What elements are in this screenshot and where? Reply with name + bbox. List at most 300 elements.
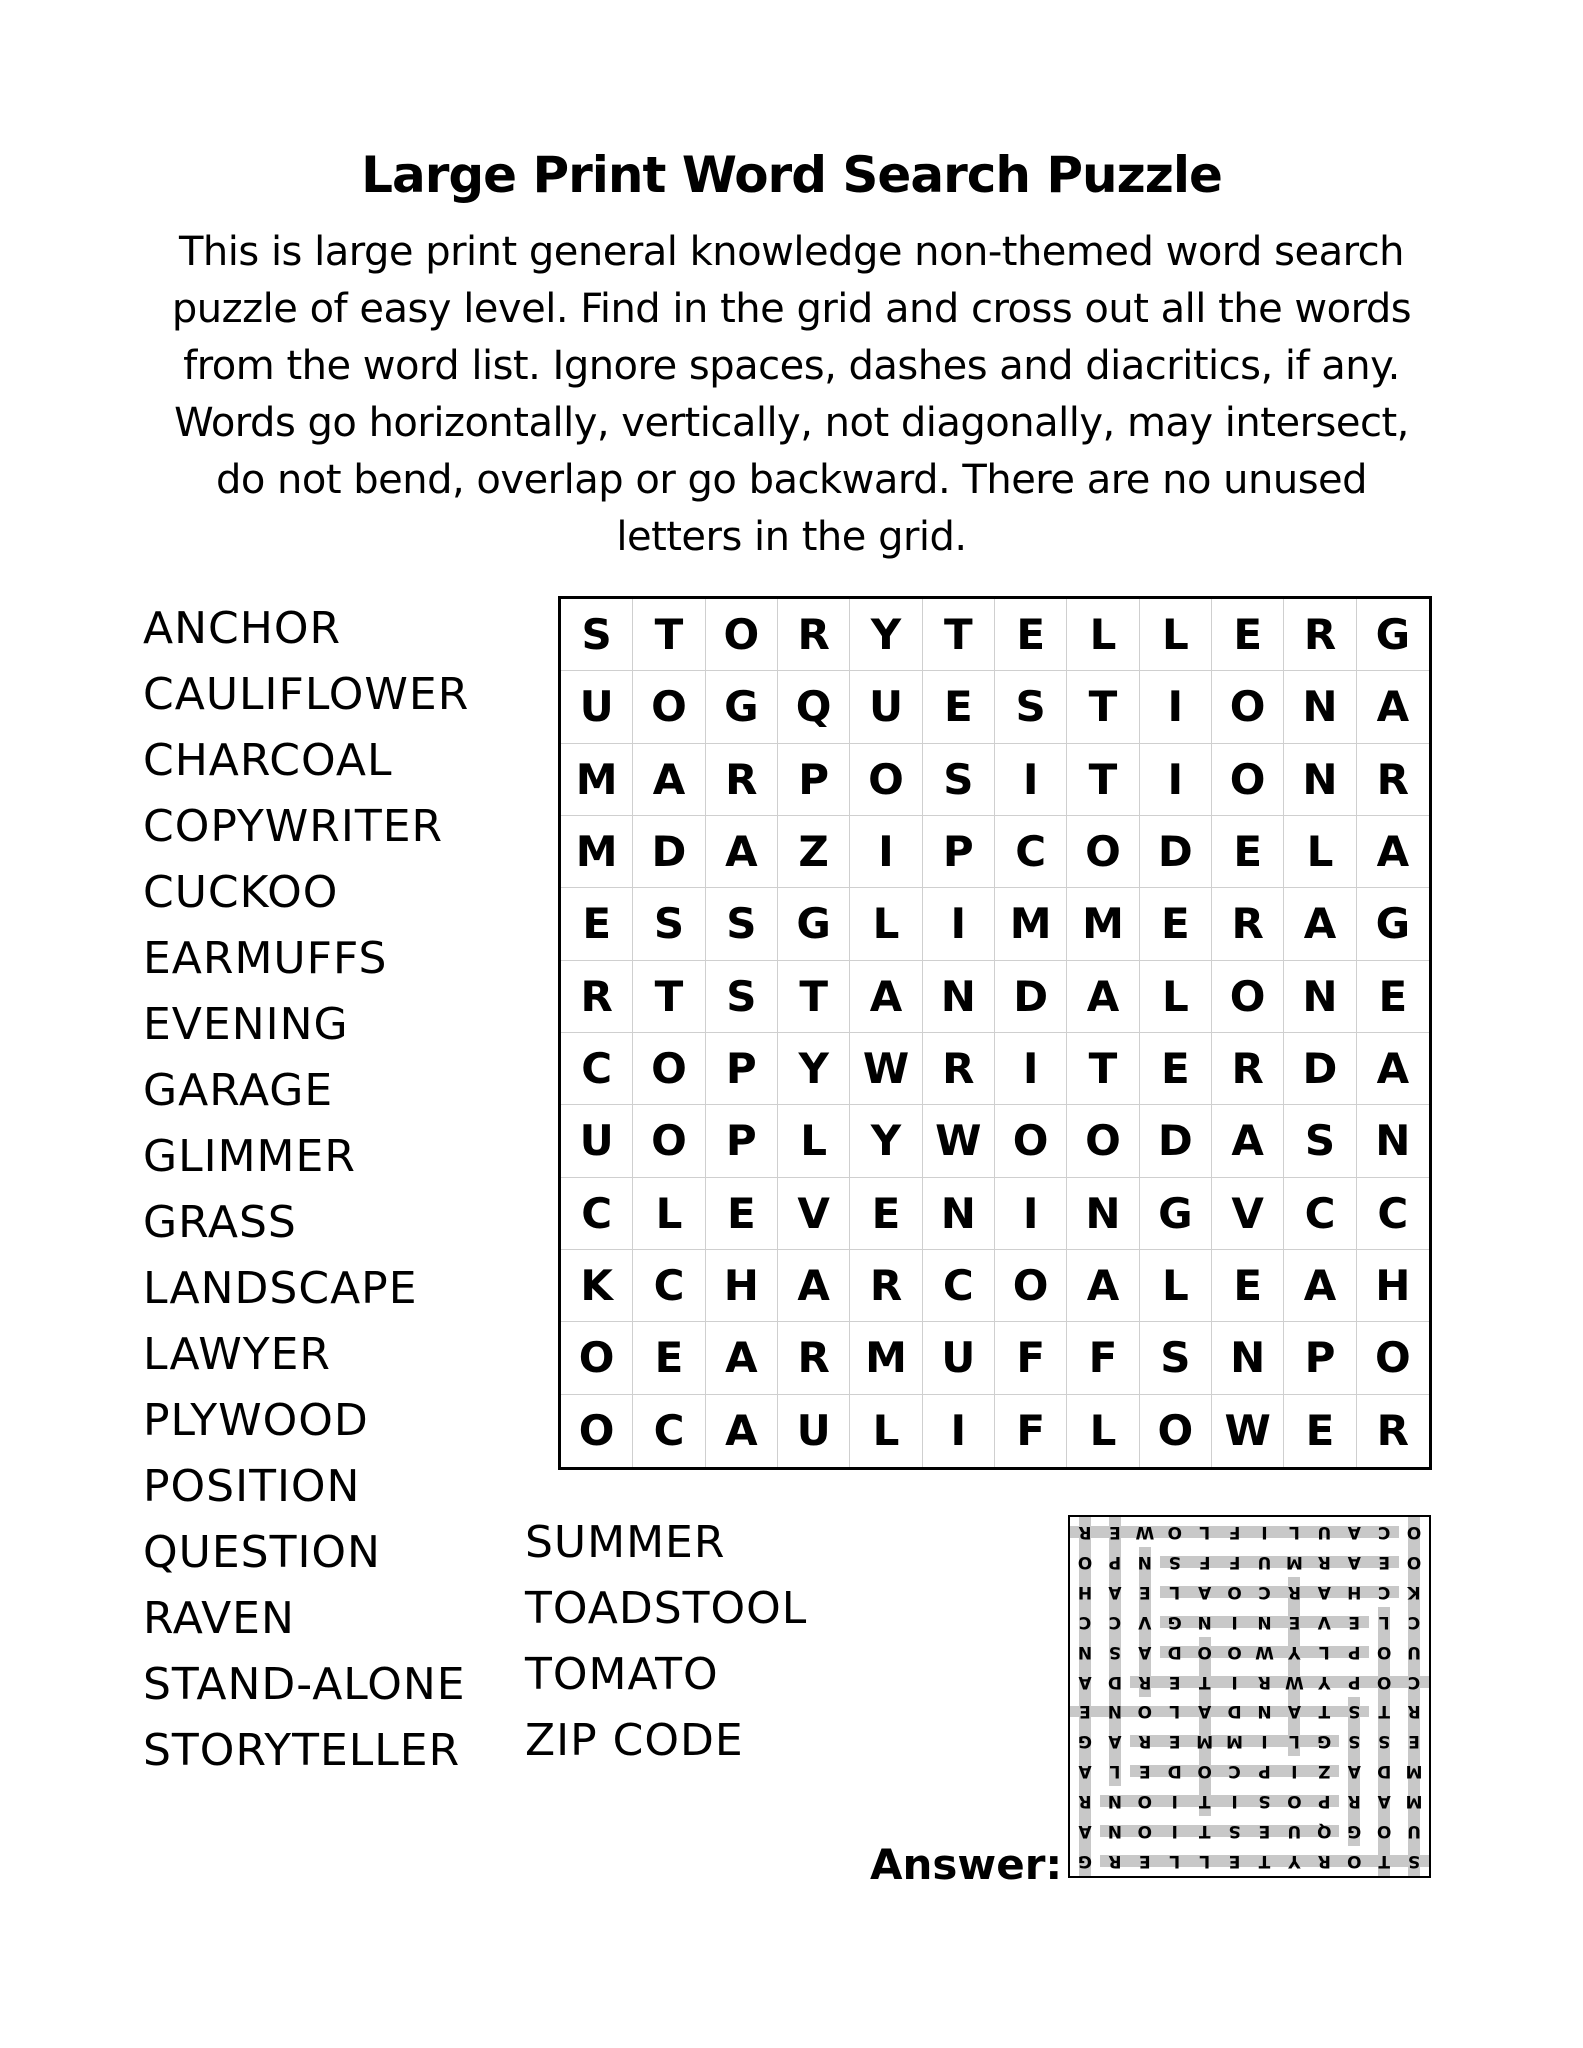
- grid-cell: L: [1284, 816, 1356, 888]
- answer-letter: E: [1139, 1761, 1151, 1782]
- answer-cell: [1309, 1637, 1339, 1667]
- answer-letter: S: [1348, 1731, 1361, 1752]
- answer-letter: O: [1167, 1521, 1182, 1542]
- answer-letter: G: [1317, 1731, 1332, 1752]
- answer-letter: D: [1167, 1641, 1182, 1662]
- grid-cell: O: [706, 599, 778, 671]
- answer-letter: I: [1231, 1671, 1238, 1692]
- grid-cell: A: [706, 816, 778, 888]
- answer-letter: L: [1169, 1851, 1181, 1872]
- answer-cell: [1070, 1726, 1100, 1756]
- grid-cell: I: [923, 1395, 995, 1467]
- answer-cell: [1279, 1547, 1309, 1577]
- grid-cell: W: [1212, 1395, 1284, 1467]
- grid-cell: E: [1357, 961, 1429, 1033]
- answer-cell: [1369, 1786, 1399, 1816]
- answer-letter: E: [1139, 1581, 1151, 1602]
- answer-cell: [1369, 1846, 1399, 1876]
- answer-cell: [1100, 1697, 1130, 1727]
- word-list-item: RAVEN: [143, 1593, 295, 1644]
- answer-letter: N: [1107, 1821, 1122, 1842]
- grid-cell: I: [1140, 744, 1212, 816]
- grid-cell: M: [561, 816, 633, 888]
- answer-letter: E: [1258, 1821, 1271, 1842]
- grid-cell: U: [561, 1105, 633, 1177]
- answer-cell: [1190, 1697, 1220, 1727]
- answer-key: [1068, 1515, 1431, 1878]
- grid-cell: A: [850, 961, 922, 1033]
- answer-letter: R: [1257, 1671, 1272, 1692]
- answer-cell: [1100, 1786, 1130, 1816]
- answer-letter: P: [1347, 1641, 1361, 1662]
- answer-letter: L: [1318, 1641, 1330, 1662]
- answer-letter: S: [1228, 1821, 1241, 1842]
- answer-letter: C: [1377, 1521, 1391, 1542]
- answer-cell: [1250, 1816, 1280, 1846]
- grid-cell: A: [1067, 1250, 1139, 1322]
- answer-cell: [1279, 1607, 1309, 1637]
- answer-letter: L: [1109, 1761, 1121, 1782]
- answer-letter: W: [1255, 1641, 1274, 1662]
- word-list-item: LANDSCAPE: [143, 1263, 418, 1314]
- word-list-item: PLYWOOD: [143, 1395, 369, 1446]
- grid-cell: T: [1067, 671, 1139, 743]
- answer-letter: W: [1285, 1671, 1304, 1692]
- answer-letter: R: [1407, 1701, 1421, 1722]
- answer-cell: [1279, 1697, 1309, 1727]
- answer-cell: [1130, 1547, 1160, 1577]
- grid-cell: I: [995, 1033, 1067, 1105]
- answer-cell: [1250, 1697, 1280, 1727]
- answer-cell: [1250, 1517, 1280, 1547]
- grid-cell: R: [1376, 1406, 1409, 1456]
- grid-cell: R: [1212, 888, 1284, 960]
- grid-cell: E: [1212, 1250, 1284, 1322]
- answer-cell: [1399, 1756, 1429, 1786]
- answer-letter: E: [1079, 1701, 1091, 1722]
- grid-cell: R: [778, 599, 850, 671]
- answer-cell: [1399, 1547, 1429, 1577]
- word-list-item: LAWYER: [143, 1329, 331, 1380]
- answer-cell: [1339, 1607, 1369, 1637]
- answer-letter: N: [1107, 1791, 1122, 1812]
- answer-letter: C: [1407, 1671, 1421, 1692]
- grid-cell: R: [706, 744, 778, 816]
- grid-cell: Y: [850, 1105, 922, 1177]
- answer-letter: A: [1108, 1731, 1122, 1752]
- answer-letter: O: [1376, 1671, 1392, 1692]
- grid-cell: E: [633, 1322, 705, 1394]
- answer-letter: S: [1378, 1731, 1391, 1752]
- answer-cell: [1100, 1577, 1130, 1607]
- grid-cell: A: [633, 744, 705, 816]
- grid-cell: I: [995, 744, 1067, 816]
- answer-cell: [1190, 1517, 1220, 1547]
- answer-cell: [1160, 1637, 1190, 1667]
- grid-cell: P: [706, 1105, 778, 1177]
- word-list-item: TOMATO: [525, 1649, 719, 1700]
- answer-cell: [1369, 1577, 1399, 1607]
- grid-cell: C: [1284, 1178, 1356, 1250]
- answer-letter: Z: [1318, 1761, 1331, 1782]
- answer-cell: [1279, 1667, 1309, 1697]
- answer-cell: [1190, 1637, 1220, 1667]
- answer-cell: [1250, 1786, 1280, 1816]
- answer-cell: [1220, 1816, 1250, 1846]
- word-list-column-2: [525, 1510, 807, 1774]
- answer-cell: [1309, 1846, 1339, 1876]
- answer-cell: [1339, 1697, 1369, 1727]
- answer-cell: [1250, 1667, 1280, 1697]
- grid-cell: E: [561, 888, 633, 960]
- answer-letter: O: [1227, 1641, 1242, 1662]
- answer-letter: S: [1168, 1551, 1181, 1572]
- answer-cell: [1309, 1607, 1339, 1637]
- grid-cell: W: [850, 1033, 922, 1105]
- answer-cell: [1309, 1517, 1339, 1547]
- instruction-line: puzzle of easy level. Find in the grid and cross out all the words: [171, 286, 1412, 332]
- grid-cell: I: [923, 888, 995, 960]
- word-list-column-1: [143, 596, 469, 1784]
- grid-cell: H: [706, 1250, 778, 1322]
- grid-cell: R: [561, 961, 633, 1033]
- answer-cell: [1250, 1637, 1280, 1667]
- answer-cell: [1130, 1607, 1160, 1637]
- answer-letter: E: [1168, 1671, 1181, 1692]
- word-list-item: COPYWRITER: [143, 801, 444, 852]
- grid-cell: T: [1067, 1033, 1139, 1105]
- grid-cell: A: [1212, 1105, 1284, 1177]
- answer-letter: A: [1078, 1761, 1092, 1782]
- answer-cell: [1100, 1667, 1130, 1697]
- answer-cell: [1130, 1667, 1160, 1697]
- grid-cell: D: [1140, 1105, 1212, 1177]
- answer-cell: [1130, 1577, 1160, 1607]
- answer-cell: [1190, 1577, 1220, 1607]
- answer-letter: F: [1198, 1551, 1211, 1572]
- grid-cell: G: [706, 671, 778, 743]
- answer-cell: [1160, 1667, 1190, 1697]
- grid-cell: O: [1357, 1322, 1429, 1394]
- grid-cell: U: [923, 1322, 995, 1394]
- grid-cell: R: [778, 1322, 850, 1394]
- answer-cell: [1339, 1816, 1369, 1846]
- answer-letter: N: [1107, 1701, 1122, 1722]
- answer-letter: A: [1078, 1671, 1092, 1692]
- answer-letter: O: [1137, 1701, 1153, 1722]
- grid-cell: E: [850, 1178, 922, 1250]
- answer-letter: P: [1258, 1761, 1271, 1782]
- answer-cell: [1220, 1607, 1250, 1637]
- grid-cell: G: [778, 888, 850, 960]
- answer-letter: R: [1347, 1791, 1361, 1812]
- grid-cell: O: [1212, 671, 1284, 743]
- answer-letter: D: [1227, 1701, 1242, 1722]
- answer-letter: E: [1109, 1521, 1121, 1542]
- grid-cell: R: [850, 1250, 922, 1322]
- answer-cell: [1399, 1637, 1429, 1667]
- answer-letter: O: [1137, 1821, 1153, 1842]
- answer-letter: L: [1199, 1521, 1211, 1542]
- grid-cell: R: [1284, 599, 1356, 671]
- answer-letter: S: [1348, 1701, 1361, 1722]
- answer-cell: [1279, 1517, 1309, 1547]
- answer-letter: F: [1228, 1551, 1241, 1572]
- word-list-item: POSITION: [143, 1461, 361, 1512]
- grid-cell: L: [1067, 1395, 1139, 1467]
- grid-cell: S: [923, 744, 995, 816]
- answer-cell: [1369, 1607, 1399, 1637]
- answer-cell: [1070, 1667, 1100, 1697]
- answer-letter: M: [1405, 1791, 1423, 1812]
- answer-cell: [1279, 1756, 1309, 1786]
- grid-cell: N: [923, 961, 995, 1033]
- answer-letter: G: [1167, 1611, 1182, 1632]
- grid-cell: O: [561, 1322, 633, 1394]
- answer-letter: O: [1406, 1551, 1422, 1572]
- grid-cell: M: [1067, 888, 1139, 960]
- answer-letter: T: [1318, 1701, 1331, 1722]
- grid-cell: L: [1140, 1250, 1212, 1322]
- answer-cell: [1130, 1786, 1160, 1816]
- answer-letter: L: [1378, 1611, 1390, 1632]
- answer-letter: R: [1287, 1581, 1301, 1602]
- answer-letter: K: [1407, 1581, 1421, 1602]
- grid-cell: G: [1357, 599, 1429, 671]
- answer-letter: D: [1377, 1761, 1392, 1782]
- grid-cell: G: [1357, 888, 1429, 960]
- answer-cell: [1100, 1846, 1130, 1876]
- answer-cell: [1369, 1816, 1399, 1846]
- answer-cell: [1399, 1726, 1429, 1756]
- grid-cell: T: [1067, 744, 1139, 816]
- answer-letter: A: [1347, 1551, 1361, 1572]
- answer-cell: [1399, 1607, 1429, 1637]
- word-list-item: GLIMMER: [143, 1131, 356, 1182]
- grid-cell: T: [633, 599, 705, 671]
- page-title: Large Print Word Search Puzzle: [361, 146, 1222, 204]
- answer-letter: E: [1378, 1551, 1390, 1572]
- answer-letter: U: [1407, 1641, 1421, 1662]
- grid-cell: I: [850, 816, 922, 888]
- answer-letter: I: [1231, 1791, 1238, 1812]
- answer-cell: [1250, 1846, 1280, 1876]
- answer-letter: Y: [1288, 1641, 1301, 1662]
- grid-cell: T: [923, 599, 995, 671]
- grid-cell: O: [995, 1105, 1067, 1177]
- grid-cell: O: [1212, 961, 1284, 1033]
- answer-cell: [1070, 1846, 1100, 1876]
- answer-letter: R: [1138, 1731, 1152, 1752]
- answer-cell: [1160, 1756, 1190, 1786]
- answer-letter: M: [1405, 1761, 1423, 1782]
- grid-cell: A: [1357, 816, 1429, 888]
- answer-cell: [1160, 1607, 1190, 1637]
- grid-cell: D: [1140, 816, 1212, 888]
- grid-cell: E: [1212, 599, 1284, 671]
- grid-cell: O: [850, 744, 922, 816]
- puzzle-grid: [558, 596, 1432, 1470]
- answer-letter: N: [1197, 1611, 1212, 1632]
- answer-letter: Q: [1317, 1821, 1332, 1842]
- word-list-item: GARAGE: [143, 1065, 334, 1116]
- grid-cell: D: [995, 961, 1067, 1033]
- grid-cell: D: [1284, 1033, 1356, 1105]
- grid-cell: N: [1284, 744, 1356, 816]
- word-list-item: CHARCOAL: [143, 735, 393, 786]
- answer-cell: [1130, 1726, 1160, 1756]
- grid-cell: U: [778, 1395, 850, 1467]
- answer-letter: U: [1257, 1551, 1272, 1572]
- answer-letter: L: [1169, 1581, 1181, 1602]
- answer-letter: L: [1288, 1731, 1300, 1752]
- answer-cell: [1160, 1846, 1190, 1876]
- answer-letter: C: [1228, 1761, 1241, 1782]
- answer-cell: [1100, 1816, 1130, 1846]
- grid-cell: A: [706, 1322, 778, 1394]
- grid-cell: C: [633, 1250, 705, 1322]
- grid-cell: L: [1140, 961, 1212, 1033]
- grid-cell: L: [1140, 599, 1212, 671]
- answer-cell: [1130, 1756, 1160, 1786]
- grid-cell: L: [850, 1395, 922, 1467]
- grid-cell: Q: [778, 671, 850, 743]
- answer-letter: F: [1228, 1521, 1241, 1542]
- answer-cell: [1130, 1517, 1160, 1547]
- answer-letter: D: [1107, 1671, 1122, 1692]
- answer-cell: [1220, 1547, 1250, 1577]
- answer-cell: [1309, 1547, 1339, 1577]
- answer-cell: [1130, 1846, 1160, 1876]
- answer-letter: M: [1226, 1731, 1244, 1752]
- word-list-item: QUESTION: [143, 1527, 381, 1578]
- grid-cell: Y: [778, 1033, 850, 1105]
- answer-letter: T: [1378, 1701, 1390, 1722]
- grid-cell: C: [561, 1033, 633, 1105]
- word-list-item: EARMUFFS: [143, 933, 388, 984]
- answer-cell: [1309, 1816, 1339, 1846]
- answer-cell: [1190, 1547, 1220, 1577]
- answer-letter: O: [1376, 1821, 1392, 1842]
- answer-cell: [1309, 1667, 1339, 1697]
- grid-cell: F: [995, 1395, 1067, 1467]
- answer-letter: T: [1258, 1851, 1271, 1872]
- answer-cell: [1309, 1577, 1339, 1607]
- grid-cell: V: [778, 1178, 850, 1250]
- answer-letter: A: [1108, 1581, 1122, 1602]
- answer-letter: H: [1347, 1581, 1362, 1602]
- answer-cell: [1070, 1697, 1100, 1727]
- answer-letter: G: [1347, 1821, 1362, 1842]
- grid-cell: O: [995, 1250, 1067, 1322]
- answer-cell: [1070, 1517, 1100, 1547]
- answer-letter: R: [1108, 1851, 1122, 1872]
- word-list-item: SUMMER: [525, 1517, 726, 1568]
- grid-cell: E: [995, 599, 1067, 671]
- grid-cell: S: [633, 888, 705, 960]
- grid-cell: S: [706, 888, 778, 960]
- answer-letter: W: [1135, 1521, 1155, 1542]
- answer-cell: [1220, 1517, 1250, 1547]
- grid-cell: W: [923, 1105, 995, 1177]
- word-list-item: CUCKOO: [143, 867, 339, 918]
- answer-letter: E: [1139, 1851, 1151, 1872]
- answer-cell: [1220, 1697, 1250, 1727]
- answer-letter: E: [1168, 1731, 1181, 1752]
- answer-cell: [1100, 1517, 1130, 1547]
- answer-letter: I: [1261, 1731, 1268, 1752]
- answer-letter: A: [1198, 1581, 1212, 1602]
- word-list-item: TOADSTOOL: [525, 1583, 808, 1634]
- answer-cell: [1130, 1816, 1160, 1846]
- answer-letter: O: [1197, 1641, 1212, 1662]
- grid-cell: M: [995, 888, 1067, 960]
- grid-cell: C: [561, 1178, 633, 1250]
- answer-cell: [1250, 1756, 1280, 1786]
- grid-cell: P: [1284, 1322, 1356, 1394]
- answer-cell: [1100, 1547, 1130, 1577]
- answer-letter: T: [1198, 1671, 1211, 1692]
- answer-letter: U: [1407, 1821, 1421, 1842]
- grid-cell: O: [633, 1033, 705, 1105]
- answer-cell: [1399, 1667, 1429, 1697]
- answer-cell: [1190, 1786, 1220, 1816]
- answer-cell: [1369, 1726, 1399, 1756]
- answer-cell: [1279, 1577, 1309, 1607]
- grid-cell: K: [561, 1250, 633, 1322]
- grid-cell: M: [561, 744, 633, 816]
- answer-letter: A: [1198, 1701, 1212, 1722]
- answer-letter: P: [1347, 1671, 1361, 1692]
- answer-letter: U: [1317, 1521, 1332, 1542]
- instruction-line: Words go horizontally, vertically, not diagonally, may intersect,: [174, 400, 1409, 446]
- answer-cell: [1369, 1517, 1399, 1547]
- grid-cell: I: [1140, 671, 1212, 743]
- answer-cell: [1339, 1667, 1369, 1697]
- grid-cell: O: [1140, 1395, 1212, 1467]
- answer-cell: [1279, 1816, 1309, 1846]
- answer-cell: [1399, 1816, 1429, 1846]
- grid-cell: L: [1067, 599, 1139, 671]
- grid-cell: O: [1212, 744, 1284, 816]
- answer-letter: N: [1137, 1551, 1152, 1572]
- grid-cell: O: [633, 671, 705, 743]
- answer-letter: M: [1196, 1731, 1214, 1752]
- grid-cell: G: [1140, 1178, 1212, 1250]
- answer-letter: G: [1077, 1851, 1092, 1872]
- answer-cell: [1130, 1697, 1160, 1727]
- grid-cell: A: [778, 1250, 850, 1322]
- word-list-item: STAND-ALONE: [143, 1659, 466, 1710]
- grid-cell: C: [923, 1250, 995, 1322]
- answer-cell: [1399, 1577, 1429, 1607]
- answer-cell: [1100, 1756, 1130, 1786]
- answer-cell: [1339, 1726, 1369, 1756]
- answer-cell: [1220, 1756, 1250, 1786]
- answer-letter: E: [1228, 1851, 1241, 1872]
- answer-cell: [1250, 1607, 1280, 1637]
- grid-cell: L: [778, 1105, 850, 1177]
- grid-cell: N: [1357, 1105, 1429, 1177]
- grid-cell: R: [923, 1033, 995, 1105]
- answer-label: Answer:: [870, 1840, 1063, 1889]
- answer-cell: [1250, 1577, 1280, 1607]
- answer-letter: O: [1197, 1761, 1212, 1782]
- grid-cell: F: [1067, 1322, 1139, 1394]
- answer-cell: [1070, 1607, 1100, 1637]
- grid-cell: P: [778, 744, 850, 816]
- answer-letter: N: [1257, 1701, 1272, 1722]
